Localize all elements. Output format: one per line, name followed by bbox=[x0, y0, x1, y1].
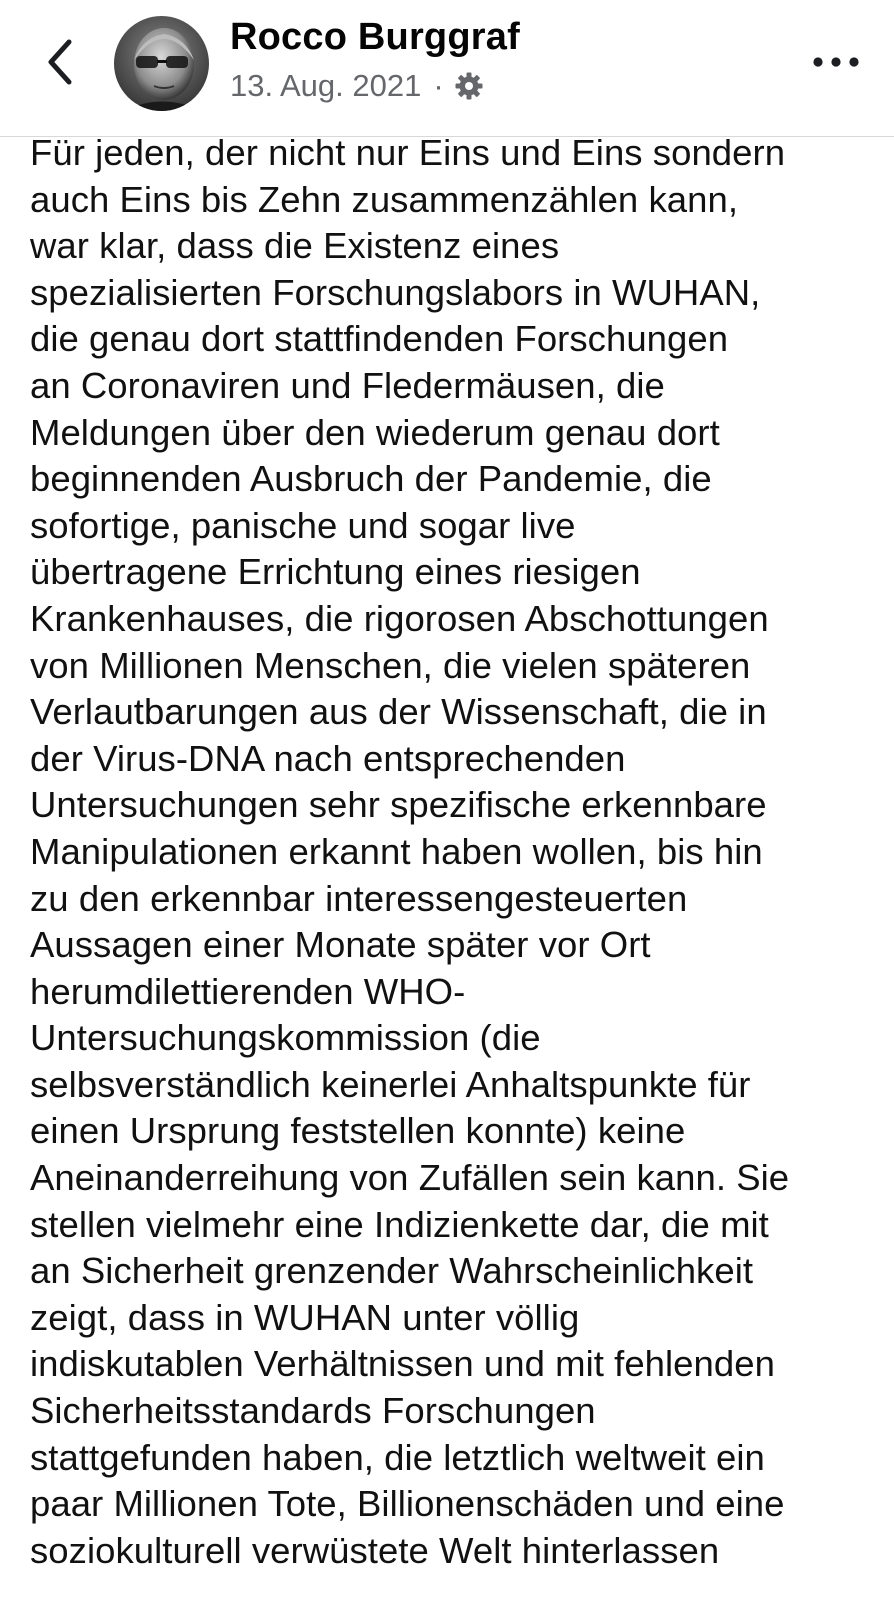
post-text-line: Für jeden, der nicht nur Eins und Eins sondern bbox=[30, 132, 786, 173]
post-text-line: einen Ursprung feststellen konnte) keine bbox=[30, 1110, 686, 1152]
chevron-left-icon bbox=[45, 38, 75, 86]
post-text-line: auch Eins bis Zehn zusammenzählen kann, bbox=[30, 178, 739, 220]
post-text-line: der Virus-DNA nach entsprechenden bbox=[30, 737, 626, 779]
post-date[interactable]: 13. Aug. 2021 bbox=[230, 68, 422, 103]
post-text-line: Verlautbarungen aus der Wissenschaft, die in bbox=[30, 691, 767, 733]
post-text-line: an Sicherheit grenzender Wahrscheinlichkeit bbox=[30, 1250, 754, 1292]
post-text-line: Manipulationen erkannt haben wollen, bis hin bbox=[30, 830, 763, 872]
post-text-line: beginnenden Ausbruch der Pandemie, die bbox=[30, 458, 712, 500]
post-text bbox=[30, 130, 875, 1574]
more-options-button[interactable] bbox=[808, 44, 864, 80]
post-text-line: von Millionen Menschen, die vielen späteren bbox=[30, 644, 751, 686]
post-meta bbox=[230, 68, 484, 104]
back-button[interactable] bbox=[30, 30, 90, 94]
gear-icon[interactable] bbox=[454, 71, 484, 101]
post-text-line: stellen vielmehr eine Indizienkette dar, die mit bbox=[30, 1203, 769, 1245]
post-text-line: paar Millionen Tote, Billionenschäden und eine bbox=[30, 1483, 785, 1525]
post-text-line: Aussagen einer Monate später vor Ort bbox=[30, 924, 651, 966]
post-text-line: zu den erkennbar interessengesteuerten bbox=[30, 877, 688, 919]
post-text-line: Untersuchungskommission (die bbox=[30, 1017, 541, 1059]
post-text-line: soziokulturell verwüstete Welt hinterlassen bbox=[30, 1529, 720, 1571]
post-text-line: stattgefunden haben, die letztlich weltweit ein bbox=[30, 1436, 765, 1478]
post-text-line: übertragene Errichtung eines riesigen bbox=[30, 551, 641, 593]
more-dots-icon bbox=[812, 56, 860, 68]
author-name[interactable]: Rocco Burggraf bbox=[230, 16, 520, 58]
post-text-line: Meldungen über den wiederum genau dort bbox=[30, 411, 720, 453]
post-text-line: indiskutablen Verhältnissen und mit fehlenden bbox=[30, 1343, 775, 1385]
post-text-line: Krankenhauses, die rigorosen Abschottungen bbox=[30, 597, 769, 639]
meta-separator: · bbox=[433, 68, 444, 103]
post-text-line: die genau dort stattfindenden Forschungen bbox=[30, 318, 729, 360]
avatar[interactable] bbox=[114, 16, 209, 111]
post-text-line: sofortige, panische und sogar live bbox=[30, 504, 576, 546]
post-text-line: selbsverständlich keinerlei Anhaltspunkte für bbox=[30, 1063, 751, 1105]
post-text-line: herumdilettierenden WHO- bbox=[30, 970, 466, 1012]
post-text-line: war klar, dass die Existenz eines bbox=[30, 225, 560, 267]
post-text-line: an Coronaviren und Fledermäusen, die bbox=[30, 364, 665, 406]
post-text-line: spezialisierten Forschungslabors in WUHAN, bbox=[30, 271, 761, 313]
post-text-line: Sicherheitsstandards Forschungen bbox=[30, 1390, 596, 1432]
post-header bbox=[0, 0, 894, 137]
post-text-line: Aneinanderreihung von Zufällen sein kann. Sie bbox=[30, 1157, 790, 1199]
avatar-image bbox=[114, 16, 209, 111]
post-text-line: zeigt, dass in WUHAN unter völlig bbox=[30, 1296, 580, 1338]
post-text-line: Untersuchungen sehr spezifische erkennbare bbox=[30, 784, 767, 826]
